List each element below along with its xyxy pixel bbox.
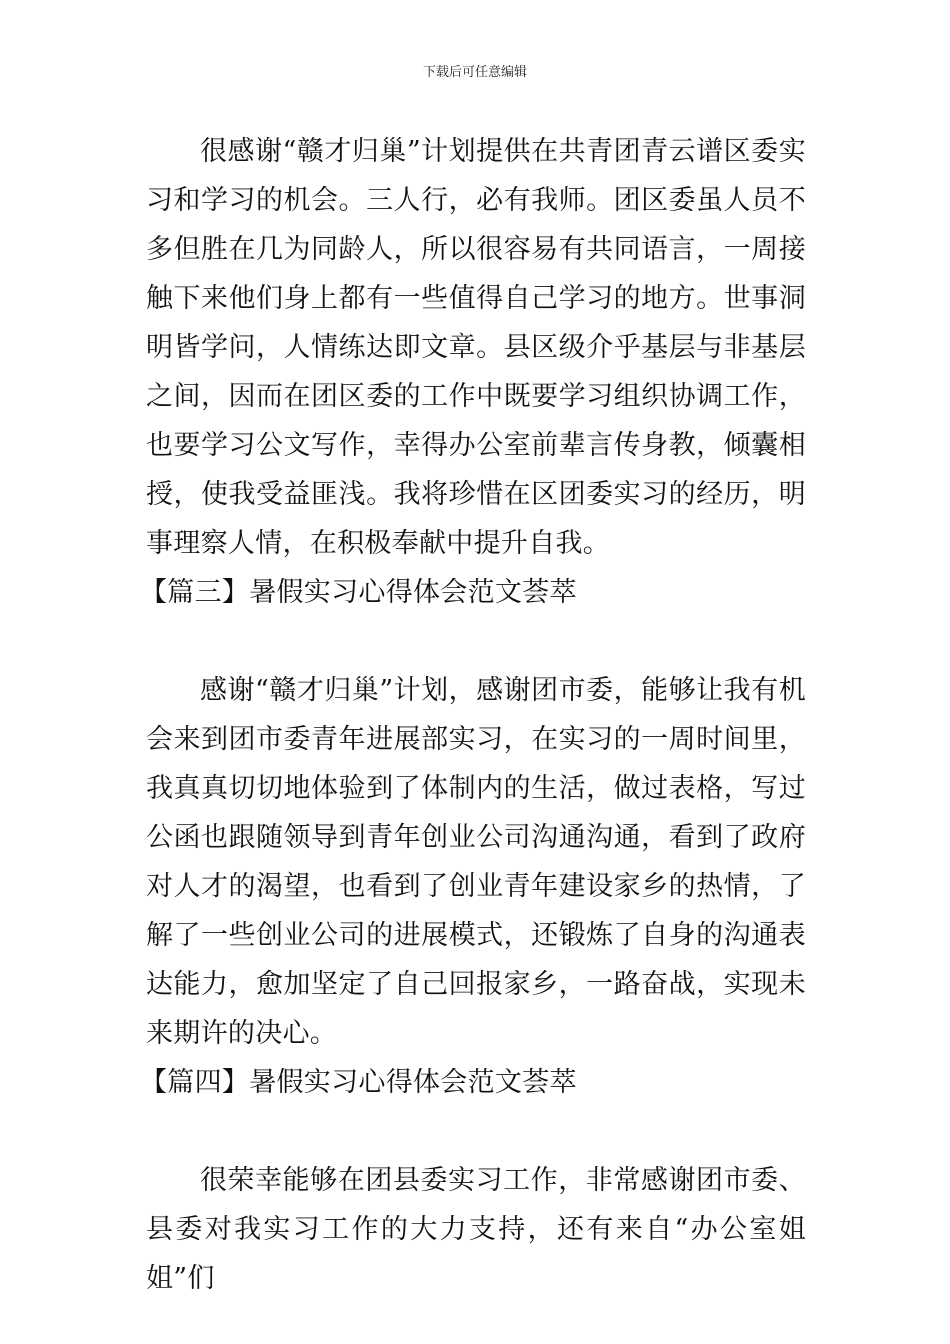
page-header: 下载后可任意编辑 (422, 65, 527, 80)
paragraph-1: 很感谢“赣才归巢”计划提供在共青团青云谱区委实习和学习的机会。三人行，必有我师。团区委虽人员不多但胜在几为同龄人，所以很容易有共同语言，一周接触下来他们身上都有一些值得自己学习的地方。世事洞明皆学问，人情练达即文章。县区级介乎基层与非基层之间，因而在团区委的工作中既要学习组织协调工作，也要学习公文写作，幸得办公室前辈言传身教，倾囊相授，使我受益匪浅。我将珍惜在区团委实习的经历，明事理察人情，在积极奉献中提升自我。 (146, 136, 806, 559)
blank-line (146, 617, 806, 666)
blank-line (146, 1107, 806, 1156)
section-heading-4: 【篇四】暑假实习心得体会范文荟萃 (140, 1067, 577, 1098)
section-heading-3: 【篇三】暑假实习心得体会范文荟萃 (140, 577, 577, 608)
paragraph-3: 很荣幸能够在团县委实习工作，非常感谢团市委、县委对我实习工作的大力支持，还有来自“办公室姐姐”们 (146, 1165, 806, 1294)
document-body (140, 127, 806, 1303)
paragraph-2: 感谢“赣才归巢”计划，感谢团市委，能够让我有机会来到团市委青年进展部实习，在实习的一周时间里，我真真切切地体验到了体制内的生活，做过表格，写过公函也跟随领导到青年创业公司沟通沟通，看到了政府对人才的渴望，也看到了创业青年建设家乡的热情，了解了一些创业公司的进展模式，还锻炼了自身的沟通表达能力，愈加坚定了自己回报家乡，一路奋战，实现未来期许的决心。 (146, 675, 806, 1049)
